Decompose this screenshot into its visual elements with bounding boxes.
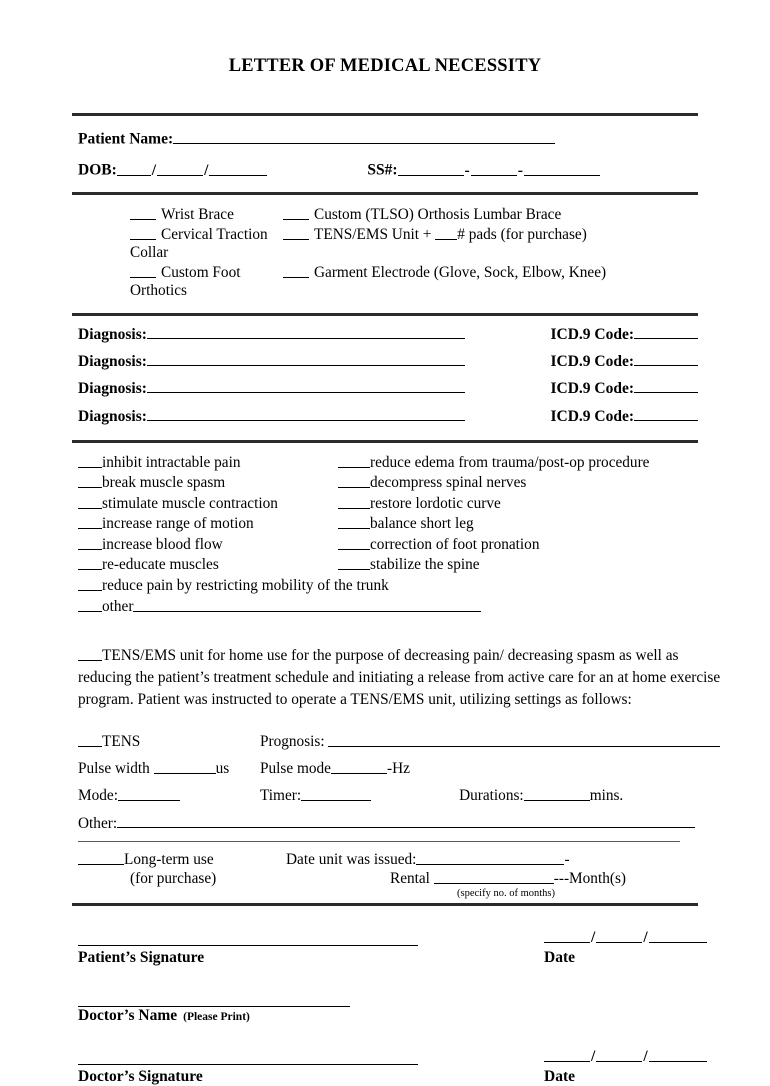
device-row	[78, 226, 698, 262]
goal-label: decompress spinal nerves	[370, 474, 527, 491]
pulse-row	[78, 759, 698, 778]
pulse-mode-label: Pulse mode	[260, 759, 331, 777]
device-option-tens-ems-unit[interactable]	[283, 226, 698, 262]
checkbox-blank[interactable]	[130, 206, 156, 220]
durations-group	[459, 786, 623, 805]
ss-part2-input[interactable]	[471, 160, 517, 175]
device-row	[78, 206, 698, 224]
patient-signature-block	[78, 928, 698, 967]
dob-slash-2: /	[204, 161, 209, 179]
goal-item[interactable]	[338, 515, 698, 533]
goal-item-restrict-mobility[interactable]	[78, 577, 698, 595]
goal-item[interactable]	[338, 536, 698, 554]
device-option-garment-electrode[interactable]	[283, 264, 698, 300]
dob-year-input[interactable]	[209, 160, 267, 175]
goal-label: restore lordotic curve	[370, 494, 501, 512]
checkbox-blank[interactable]	[283, 264, 309, 278]
goal-item[interactable]	[338, 556, 698, 574]
goals-right-column	[338, 454, 698, 577]
checkbox-blank[interactable]	[78, 536, 102, 550]
checkbox-blank[interactable]	[338, 556, 370, 570]
checkbox-blank[interactable]	[78, 556, 102, 570]
diagnosis-row	[78, 378, 698, 398]
device-row	[78, 264, 698, 300]
pulse-mode-group	[260, 759, 410, 778]
date-day-input[interactable]	[596, 1047, 642, 1062]
patient-name-input[interactable]	[173, 129, 555, 144]
diagnosis-row	[78, 324, 698, 344]
rental-group	[338, 869, 626, 888]
goal-item[interactable]	[78, 474, 338, 492]
diagnosis-input[interactable]	[147, 324, 465, 339]
pulse-width-input[interactable]	[154, 759, 216, 774]
rule-below-term	[72, 899, 698, 906]
dob-month-input[interactable]	[117, 160, 151, 175]
checkbox-blank[interactable]	[338, 515, 370, 529]
patient-name-row	[78, 129, 698, 148]
icd-code-input[interactable]	[634, 324, 698, 339]
long-term-option[interactable]	[78, 851, 286, 869]
device-option-foot-orthotics[interactable]	[78, 264, 283, 300]
narrative-text: TENS/EMS unit for home use for the purpose of decreasing pain/ decreasing spasm as well as reducing the patient’s treatment schedule and initiating a release from active care for an at home exercise program. Patient was instructed to operate a TENS/EMS unit, utilizing settings as follows:	[78, 646, 721, 709]
signature-line-row	[78, 1047, 698, 1066]
goal-label: break muscle spasm	[102, 474, 226, 491]
date-month-input[interactable]	[544, 928, 590, 943]
signature-section	[0, 906, 770, 1086]
patient-date-line	[418, 928, 707, 947]
other-setting-row	[78, 813, 698, 833]
date-slash-1: /	[591, 1048, 596, 1066]
signature-label-row	[78, 1007, 698, 1025]
doctor-name-block	[78, 989, 698, 1025]
patient-signature-label: Patient’s Signature	[78, 949, 205, 967]
icd-code-label: ICD.9 Code:	[550, 407, 634, 425]
ss-dash-1: -	[464, 161, 470, 179]
diagnosis-label: Diagnosis:	[78, 380, 147, 398]
rental-row	[78, 869, 698, 888]
ss-label: SS#:	[367, 161, 398, 179]
goal-label: re-educate muscles	[102, 556, 219, 573]
dob-label: DOB:	[78, 161, 117, 179]
pulse-width-group	[78, 759, 260, 778]
tens-prognosis-row	[78, 732, 698, 751]
icd-code-label: ICD.9 Code:	[550, 325, 634, 343]
other-setting-input[interactable]	[117, 813, 695, 828]
for-purchase-note	[78, 870, 338, 888]
device-checklist-section	[0, 195, 770, 313]
mode-label: Mode:	[78, 786, 118, 804]
device-option-tlso-brace[interactable]	[283, 206, 698, 224]
goal-other-input[interactable]	[133, 597, 481, 612]
rental-months-input[interactable]	[434, 869, 554, 884]
diagnosis-input[interactable]	[147, 378, 465, 393]
date-year-input[interactable]	[649, 928, 707, 943]
signature-label-row	[78, 947, 698, 967]
goal-item[interactable]	[78, 515, 338, 533]
goal-label: increase blood flow	[102, 535, 223, 553]
goal-item-other[interactable]	[78, 597, 698, 616]
goals-left-column	[78, 454, 338, 577]
device-label: Garment Electrode (Glove, Sock, Elbow, Knee)	[314, 263, 607, 281]
ss-dash-2: -	[517, 161, 523, 179]
treatment-goals-section	[0, 443, 770, 617]
prognosis-input[interactable]	[328, 732, 720, 747]
prognosis-label: Prognosis:	[260, 732, 325, 750]
goal-label: inhibit intractable pain	[102, 453, 241, 471]
mode-timer-row	[78, 786, 698, 805]
checkbox-blank[interactable]	[283, 206, 309, 220]
goal-item[interactable]	[78, 495, 338, 513]
specify-months-note: (specify no. of months)	[457, 887, 555, 899]
pads-suffix-label: # pads (for purchase)	[457, 225, 587, 243]
goal-label: stabilize the spine	[370, 556, 480, 573]
long-term-row	[78, 842, 698, 869]
goal-item[interactable]	[338, 474, 698, 492]
tens-checkbox-group[interactable]	[78, 733, 260, 751]
date-day-input[interactable]	[596, 928, 642, 943]
checkbox-blank[interactable]	[78, 474, 102, 488]
mode-input[interactable]	[118, 786, 180, 801]
pulse-width-unit: us	[215, 759, 230, 777]
icd-code-label: ICD.9 Code:	[550, 353, 634, 370]
goal-item[interactable]	[338, 454, 698, 472]
checkbox-blank[interactable]	[130, 226, 156, 240]
signature-rule	[78, 928, 418, 946]
device-label: Custom Foot Orthotics	[130, 263, 241, 299]
date-year-input[interactable]	[649, 1047, 707, 1062]
purchase-rental-section	[0, 842, 770, 899]
for-purchase-label: (for purchase)	[130, 869, 217, 887]
checkbox-blank[interactable]	[338, 454, 370, 468]
device-option-wrist-brace[interactable]	[78, 206, 283, 224]
dob-day-input[interactable]	[157, 160, 203, 175]
goal-label: correction of foot pronation	[370, 535, 540, 553]
diagnosis-row	[78, 351, 698, 371]
timer-input[interactable]	[301, 786, 371, 801]
checkbox-blank[interactable]	[78, 647, 102, 661]
timer-group	[260, 786, 371, 805]
goal-item[interactable]	[78, 556, 338, 574]
device-label: Custom (TLSO) Orthosis Lumbar Brace	[314, 205, 562, 223]
checkbox-blank[interactable]	[338, 495, 370, 509]
doctor-date-line	[418, 1047, 707, 1066]
checkbox-blank[interactable]	[78, 598, 102, 612]
other-label: Other:	[78, 814, 118, 832]
page-title: LETTER OF MEDICAL NECESSITY	[228, 56, 542, 76]
date-issued-suffix: -	[564, 850, 570, 868]
patient-info-section	[0, 116, 770, 180]
signature-label-row	[78, 1066, 698, 1086]
goal-label: reduce pain by restricting mobility of the trunk	[102, 576, 389, 594]
doctor-signature-block	[78, 1047, 698, 1086]
doctor-name-label-group	[78, 1007, 418, 1025]
device-label: Cervical Traction Collar	[130, 225, 268, 261]
checkbox-blank[interactable]	[78, 515, 102, 529]
timer-label: Timer:	[260, 786, 302, 804]
date-slash-2: /	[643, 929, 648, 947]
checkbox-blank[interactable]	[78, 495, 102, 509]
date-issued-input[interactable]	[416, 850, 564, 865]
checkbox-blank[interactable]	[130, 264, 156, 278]
checkbox-blank[interactable]	[338, 474, 370, 488]
patient-date-label: Date	[544, 949, 575, 967]
diagnosis-input[interactable]	[147, 405, 465, 420]
date-issued-group	[286, 850, 570, 869]
diagnosis-label: Diagnosis:	[78, 325, 147, 343]
prognosis-group	[260, 732, 720, 751]
patient-name-label: Patient Name:	[78, 130, 174, 148]
pulse-mode-unit: -Hz	[386, 759, 410, 777]
device-label: Wrist Brace	[161, 205, 234, 223]
durations-label: Durations:	[459, 786, 524, 804]
goals-columns	[78, 454, 698, 577]
date-month-input[interactable]	[544, 1047, 590, 1062]
mode-group	[78, 786, 260, 805]
diagnosis-label: Diagnosis:	[78, 353, 147, 370]
rule-top	[72, 77, 698, 116]
dob-slash-1: /	[151, 161, 157, 179]
doctor-signature-line[interactable]	[78, 1047, 418, 1066]
goal-label: reduce edema from trauma/post-op procedure	[370, 453, 650, 471]
date-slash-2: /	[643, 1048, 648, 1066]
goal-item[interactable]	[78, 536, 338, 554]
goal-item[interactable]	[338, 495, 698, 513]
dob-ss-row	[78, 160, 698, 179]
pulse-width-label: Pulse width	[78, 759, 150, 777]
doctor-date-label: Date	[544, 1068, 575, 1086]
signature-line-row	[78, 928, 698, 947]
please-print-note: (Please Print)	[183, 1011, 250, 1024]
goal-label: stimulate muscle contraction	[102, 494, 278, 512]
ss-part3-input[interactable]	[524, 160, 600, 175]
date-slash-1: /	[591, 929, 596, 947]
date-fields	[544, 1048, 707, 1065]
signature-rule	[78, 1047, 418, 1065]
pads-quantity-input[interactable]	[435, 226, 457, 240]
pulse-mode-input[interactable]	[331, 759, 387, 774]
narrative-section	[0, 619, 770, 712]
goal-item[interactable]	[78, 454, 338, 472]
rental-suffix: ---Month(s)	[553, 869, 626, 887]
checkbox-blank[interactable]	[78, 733, 102, 747]
ss-part1-input[interactable]	[398, 160, 464, 175]
diagnosis-input[interactable]	[147, 351, 465, 366]
patient-signature-line[interactable]	[78, 928, 418, 947]
diagnosis-section	[0, 316, 770, 440]
checkbox-blank[interactable]	[78, 454, 102, 468]
goal-label: increase range of motion	[102, 515, 254, 532]
goal-other-label: other	[102, 598, 134, 616]
doctor-name-label: Doctor’s Name	[78, 1007, 178, 1025]
rental-label: Rental	[390, 869, 430, 887]
date-fields	[544, 929, 707, 946]
icd-code-input[interactable]	[634, 405, 698, 420]
durations-input[interactable]	[524, 786, 590, 801]
doctor-signature-label: Doctor’s Signature	[78, 1068, 203, 1086]
checkbox-blank[interactable]	[78, 851, 124, 865]
diagnosis-row	[78, 405, 698, 425]
icd-code-input[interactable]	[634, 351, 698, 366]
checkbox-blank[interactable]	[78, 577, 102, 591]
checkbox-blank[interactable]	[283, 226, 309, 240]
date-issued-label: Date unit was issued:	[286, 850, 417, 868]
durations-unit: mins.	[589, 786, 624, 804]
diagnosis-label: Diagnosis:	[78, 407, 147, 425]
checkbox-blank[interactable]	[338, 536, 370, 550]
long-term-label: Long-term use	[124, 850, 214, 868]
icd-code-label: ICD.9 Code:	[550, 380, 634, 398]
goal-label: balance short leg	[370, 515, 474, 532]
tens-settings-section	[0, 712, 770, 833]
device-label: TENS/EMS Unit +	[314, 225, 436, 243]
device-option-cervical-collar[interactable]	[78, 226, 283, 262]
tens-label: TENS	[102, 732, 141, 750]
icd-code-input[interactable]	[634, 378, 698, 393]
